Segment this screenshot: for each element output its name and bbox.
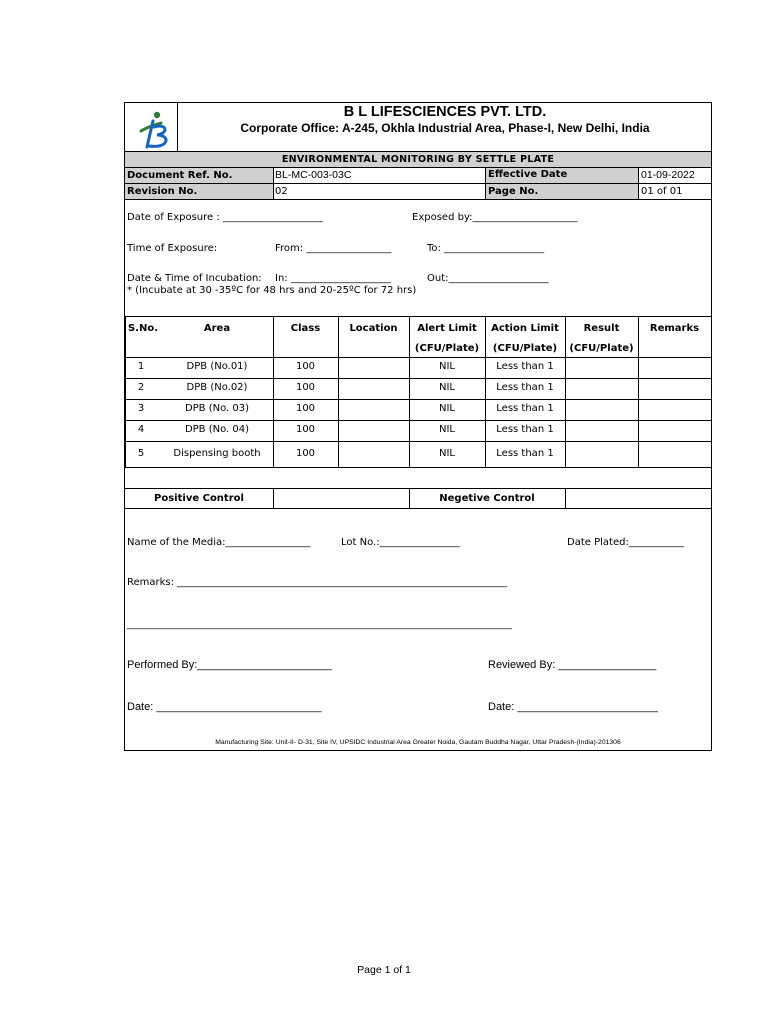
header-class: Class	[290, 323, 321, 334]
subheader-action-unit: (CFU/Plate)	[492, 343, 558, 354]
reviewed-by: Reviewed By: ________________	[488, 659, 657, 671]
header-result: Result	[583, 323, 620, 334]
date-of-exposure: Date of Exposure : ____________________	[127, 212, 323, 223]
performed-date: Date: ___________________________	[127, 701, 322, 713]
remarks-line-2: _____________________________________________________________________________	[127, 619, 512, 630]
row-2-sno: 2	[137, 382, 145, 393]
row-1-alert: NIL	[438, 361, 455, 372]
bl-logo-icon	[133, 109, 173, 151]
media-name: Name of the Media:_________________	[127, 537, 311, 548]
row-2-area: DPB (No.02)	[186, 382, 248, 393]
header-area: Area	[203, 323, 231, 334]
page-no-label: Page No.	[488, 186, 539, 197]
doc-ref-value: BL-MC-003-03C	[275, 169, 352, 181]
reviewed-date: Date: _______________________	[488, 701, 659, 713]
subheader-result-unit: (CFU/Plate)	[569, 343, 634, 354]
subheader-alert-unit: (CFU/Plate)	[414, 343, 480, 354]
date-plated: Date Plated:___________	[567, 537, 684, 548]
effective-date-label: Effective Date	[488, 169, 568, 180]
incubation-out: Out:____________________	[427, 273, 549, 284]
company-name: B L LIFESCIENCES PVT. LTD.	[343, 104, 547, 120]
page-no-value: 01 of 01	[641, 186, 683, 197]
incubation-in: In: ____________________	[275, 273, 391, 284]
row-4-alert: NIL	[438, 424, 455, 435]
incubation-note: * (Incubate at 30 -35ºC for 48 hrs and 20-25ºC for 72 hrs)	[127, 285, 417, 296]
row-3-alert: NIL	[438, 403, 455, 414]
row-1-class: 100	[295, 361, 316, 372]
positive-control-label: Positive Control	[154, 493, 244, 504]
settle-plate-form	[124, 102, 712, 751]
row-5-sno: 5	[137, 448, 145, 459]
remarks-line-1: Remarks: __________________________________________________________________	[127, 577, 508, 588]
effective-date-value: 01-09-2022	[641, 169, 695, 181]
row-3-class: 100	[295, 403, 316, 414]
row-5-action: Less than 1	[496, 448, 554, 459]
incubation-label: Date & Time of Incubation:	[127, 273, 262, 284]
negative-control-label: Negetive Control	[439, 493, 535, 504]
company-address: Corporate Office: A-245, Okhla Industrial Area, Phase-I, New Delhi, India	[240, 121, 650, 135]
row-4-class: 100	[295, 424, 316, 435]
revision-value: 02	[275, 186, 288, 197]
time-of-exposure: Time of Exposure:	[127, 243, 218, 254]
row-2-alert: NIL	[438, 382, 455, 393]
row-5-class: 100	[295, 448, 316, 459]
document-title: ENVIRONMENTAL MONITORING BY SETTLE PLATE	[281, 154, 555, 165]
row-3-sno: 3	[137, 403, 145, 414]
row-4-sno: 4	[137, 424, 145, 435]
exposure-from: From: _________________	[275, 243, 392, 254]
page-footer: Page 1 of 1	[357, 964, 411, 976]
row-1-sno: 1	[137, 361, 145, 372]
row-2-class: 100	[295, 382, 316, 393]
row-3-action: Less than 1	[496, 403, 554, 414]
row-5-alert: NIL	[438, 448, 455, 459]
header-sno: S.No.	[127, 323, 159, 334]
performed-by: Performed By:______________________	[127, 659, 332, 671]
exposure-to: To: ____________________	[427, 243, 545, 254]
row-1-area: DPB (No.01)	[186, 361, 248, 372]
manufacturing-site: Manufacturing Site: Unit-II- D-31, Site IV, UPSIDC Industrial Area Greater Noida, Gautam Buddha Nagar, Uttar Pradesh-(India)-201306	[215, 739, 621, 746]
header-action-limit: Action Limit	[491, 323, 559, 334]
header-alert-limit: Alert Limit	[417, 323, 477, 334]
doc-ref-label: Document Ref. No.	[127, 170, 233, 181]
row-1-action: Less than 1	[496, 361, 554, 372]
header-location: Location	[349, 323, 398, 334]
lot-no: Lot No.:________________	[341, 537, 460, 548]
row-5-area: Dispensing booth	[173, 448, 261, 459]
row-2-action: Less than 1	[496, 382, 554, 393]
company-logo	[133, 109, 173, 151]
exposed-by: Exposed by:_____________________	[412, 212, 578, 223]
row-3-area: DPB (No. 03)	[184, 403, 250, 414]
row-4-area: DPB (No. 04)	[184, 424, 250, 435]
revision-label: Revision No.	[127, 186, 198, 197]
row-4-action: Less than 1	[496, 424, 554, 435]
header-remarks: Remarks	[649, 323, 700, 334]
